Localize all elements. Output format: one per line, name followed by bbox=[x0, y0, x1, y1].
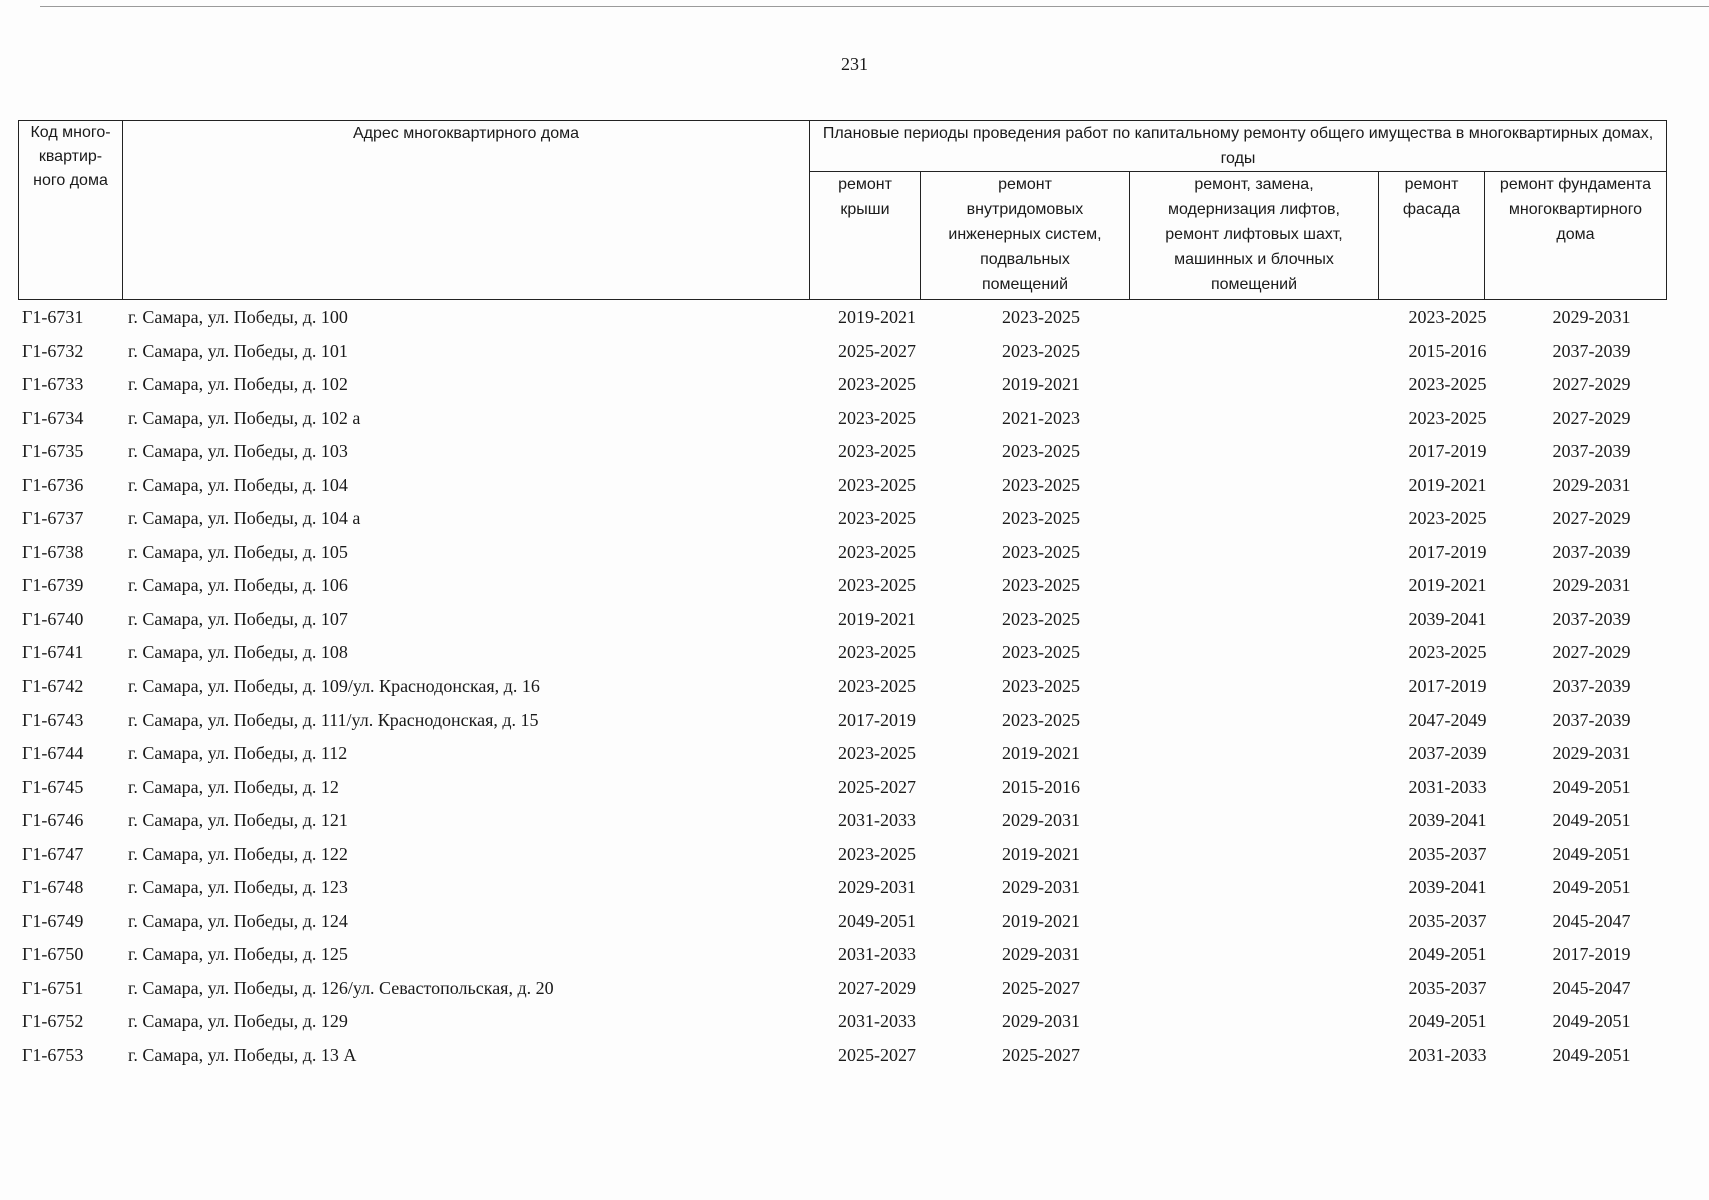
cell-roof: 2023-2025 bbox=[838, 508, 916, 529]
cell-roof: 2019-2021 bbox=[838, 307, 916, 327]
cell-engineering: 2023-2025 bbox=[1002, 608, 1080, 629]
cell-engineering: 2015-2016 bbox=[1002, 776, 1080, 797]
cell-facade: 2035-2037 bbox=[1408, 843, 1487, 864]
cell-engineering: 2023-2025 bbox=[1002, 474, 1080, 495]
cell-foundation: 2029-2031 bbox=[1552, 575, 1631, 596]
cell-roof: 2023-2025 bbox=[838, 374, 916, 395]
cell-address: г. Самара, ул. Победы, д. 13 А bbox=[128, 1045, 357, 1066]
cell-facade: 2023-2025 bbox=[1408, 374, 1487, 395]
cell-roof: 2029-2031 bbox=[838, 877, 916, 898]
cell-roof: 2049-2051 bbox=[838, 910, 916, 931]
cell-facade: 2015-2016 bbox=[1408, 340, 1487, 361]
cell-facade: 2049-2051 bbox=[1408, 944, 1487, 965]
cell-engineering: 2023-2025 bbox=[1002, 508, 1080, 529]
header-address: Адрес многоквартирного дома bbox=[123, 121, 810, 300]
cell-engineering: 2023-2025 bbox=[1002, 340, 1080, 361]
header-code: Код много- квартир- ного дома bbox=[19, 121, 123, 300]
cell-roof: 2023-2025 bbox=[838, 642, 916, 663]
cell-foundation: 2049-2051 bbox=[1552, 810, 1631, 831]
cell-code: Г1-6732 bbox=[22, 340, 84, 361]
cell-code: Г1-6750 bbox=[22, 944, 84, 965]
cell-facade: 2035-2037 bbox=[1408, 910, 1487, 931]
cell-code: Г1-6739 bbox=[22, 575, 84, 596]
cell-code: Г1-6735 bbox=[22, 441, 84, 462]
cell-address: г. Самара, ул. Победы, д. 102 а bbox=[128, 407, 361, 428]
cell-roof: 2031-2033 bbox=[838, 1011, 916, 1032]
cell-facade: 2031-2033 bbox=[1408, 776, 1487, 797]
cell-foundation: 2037-2039 bbox=[1552, 541, 1631, 562]
cell-engineering: 2025-2027 bbox=[1002, 1045, 1080, 1066]
cell-facade: 2017-2019 bbox=[1408, 441, 1487, 462]
cell-foundation: 2049-2051 bbox=[1552, 1011, 1631, 1032]
cell-address: г. Самара, ул. Победы, д. 111/ул. Краснодонская, д. 15 bbox=[128, 709, 539, 730]
cell-address: г. Самара, ул. Победы, д. 124 bbox=[128, 910, 348, 931]
cell-foundation: 2049-2051 bbox=[1552, 776, 1631, 797]
cell-code: Г1-6731 bbox=[22, 307, 84, 327]
cell-code: Г1-6752 bbox=[22, 1011, 84, 1032]
cell-roof: 2023-2025 bbox=[838, 541, 916, 562]
cell-code: Г1-6746 bbox=[22, 810, 84, 831]
cell-foundation: 2027-2029 bbox=[1552, 407, 1631, 428]
cell-engineering: 2029-2031 bbox=[1002, 1011, 1080, 1032]
cell-roof: 2023-2025 bbox=[838, 843, 916, 864]
cell-code: Г1-6747 bbox=[22, 843, 84, 864]
cell-foundation: 2017-2019 bbox=[1552, 944, 1631, 965]
header-lifts: ремонт, замена, модернизация лифтов, ремонт лифтовых шахт, машинных и блочных помещений bbox=[1130, 172, 1379, 300]
cell-engineering: 2023-2025 bbox=[1002, 676, 1080, 697]
header-engineering: ремонт внутридомовых инженерных систем, подвальных помещений bbox=[921, 172, 1130, 300]
cell-code: Г1-6753 bbox=[22, 1045, 84, 1066]
cell-code: Г1-6733 bbox=[22, 374, 84, 395]
cell-roof: 2025-2027 bbox=[838, 776, 916, 797]
cell-roof: 2025-2027 bbox=[838, 1045, 916, 1066]
cell-address: г. Самара, ул. Победы, д. 109/ул. Краснодонская, д. 16 bbox=[128, 676, 540, 697]
cell-address: г. Самара, ул. Победы, д. 129 bbox=[128, 1011, 348, 1032]
cell-code: Г1-6741 bbox=[22, 642, 84, 663]
cell-address: г. Самара, ул. Победы, д. 107 bbox=[128, 608, 348, 629]
cell-code: Г1-6736 bbox=[22, 474, 84, 495]
cell-address: г. Самара, ул. Победы, д. 112 bbox=[128, 743, 348, 764]
cell-foundation: 2049-2051 bbox=[1552, 877, 1631, 898]
cell-engineering: 2019-2021 bbox=[1002, 843, 1080, 864]
cell-address: г. Самара, ул. Победы, д. 104 bbox=[128, 474, 348, 495]
cell-foundation: 2029-2031 bbox=[1552, 307, 1631, 327]
cell-code: Г1-6748 bbox=[22, 877, 84, 898]
cell-roof: 2023-2025 bbox=[838, 575, 916, 596]
cell-code: Г1-6742 bbox=[22, 676, 84, 697]
cell-address: г. Самара, ул. Победы, д. 121 bbox=[128, 810, 348, 831]
cell-foundation: 2027-2029 bbox=[1552, 642, 1631, 663]
cell-facade: 2035-2037 bbox=[1408, 977, 1487, 998]
cell-foundation: 2037-2039 bbox=[1552, 676, 1631, 697]
cell-facade: 2019-2021 bbox=[1408, 575, 1487, 596]
cell-foundation: 2029-2031 bbox=[1552, 474, 1631, 495]
cell-foundation: 2027-2029 bbox=[1552, 508, 1631, 529]
cell-address: г. Самара, ул. Победы, д. 106 bbox=[128, 575, 348, 596]
cell-engineering: 2029-2031 bbox=[1002, 810, 1080, 831]
cell-engineering: 2023-2025 bbox=[1002, 575, 1080, 596]
cell-roof: 2031-2033 bbox=[838, 810, 916, 831]
cell-address: г. Самара, ул. Победы, д. 123 bbox=[128, 877, 348, 898]
cell-engineering: 2029-2031 bbox=[1002, 877, 1080, 898]
cell-address: г. Самара, ул. Победы, д. 104 а bbox=[128, 508, 361, 529]
cell-facade: 2039-2041 bbox=[1408, 877, 1487, 898]
cell-roof: 2027-2029 bbox=[838, 977, 916, 998]
cell-roof: 2023-2025 bbox=[838, 407, 916, 428]
cell-foundation: 2029-2031 bbox=[1552, 743, 1631, 764]
cell-foundation: 2037-2039 bbox=[1552, 709, 1631, 730]
header-periods: Плановые периоды проведения работ по капитальному ремонту общего имущества в многоквартирных домах, годы bbox=[810, 121, 1667, 172]
cell-foundation: 2045-2047 bbox=[1552, 977, 1631, 998]
cell-address: г. Самара, ул. Победы, д. 108 bbox=[128, 642, 348, 663]
cell-engineering: 2023-2025 bbox=[1002, 709, 1080, 730]
cell-foundation: 2045-2047 bbox=[1552, 910, 1631, 931]
cell-foundation: 2049-2051 bbox=[1552, 1045, 1631, 1066]
cell-engineering: 2023-2025 bbox=[1002, 307, 1080, 327]
cell-code: Г1-6744 bbox=[22, 743, 84, 764]
cell-facade: 2019-2021 bbox=[1408, 474, 1487, 495]
cell-address: г. Самара, ул. Победы, д. 122 bbox=[128, 843, 348, 864]
cell-address: г. Самара, ул. Победы, д. 12 bbox=[128, 776, 339, 797]
cell-roof: 2031-2033 bbox=[838, 944, 916, 965]
cell-roof: 2017-2019 bbox=[838, 709, 916, 730]
header-facade: ремонт фасада bbox=[1379, 172, 1485, 300]
cell-foundation: 2049-2051 bbox=[1552, 843, 1631, 864]
table-header bbox=[18, 120, 1667, 300]
cell-roof: 2023-2025 bbox=[838, 474, 916, 495]
cell-facade: 2031-2033 bbox=[1408, 1045, 1487, 1066]
cell-facade: 2037-2039 bbox=[1408, 743, 1487, 764]
cell-code: Г1-6749 bbox=[22, 910, 84, 931]
cell-engineering: 2029-2031 bbox=[1002, 944, 1080, 965]
cell-facade: 2039-2041 bbox=[1408, 608, 1487, 629]
cell-engineering: 2019-2021 bbox=[1002, 743, 1080, 764]
cell-facade: 2023-2025 bbox=[1408, 407, 1487, 428]
cell-facade: 2047-2049 bbox=[1408, 709, 1487, 730]
cell-foundation: 2037-2039 bbox=[1552, 441, 1631, 462]
cell-code: Г1-6734 bbox=[22, 407, 84, 428]
cell-address: г. Самара, ул. Победы, д. 105 bbox=[128, 541, 348, 562]
cell-facade: 2017-2019 bbox=[1408, 541, 1487, 562]
cell-facade: 2039-2041 bbox=[1408, 810, 1487, 831]
cell-code: Г1-6743 bbox=[22, 709, 84, 730]
cell-address: г. Самара, ул. Победы, д. 125 bbox=[128, 944, 348, 965]
cell-engineering: 2023-2025 bbox=[1002, 441, 1080, 462]
cell-code: Г1-6738 bbox=[22, 541, 84, 562]
cell-facade: 2049-2051 bbox=[1408, 1011, 1487, 1032]
cell-roof: 2025-2027 bbox=[838, 340, 916, 361]
cell-foundation: 2037-2039 bbox=[1552, 340, 1631, 361]
cell-facade: 2023-2025 bbox=[1408, 307, 1487, 327]
header-roof: ремонт крыши bbox=[810, 172, 921, 300]
page-number: 231 bbox=[841, 54, 868, 74]
cell-facade: 2017-2019 bbox=[1408, 676, 1487, 697]
cell-code: Г1-6740 bbox=[22, 608, 84, 629]
cell-roof: 2019-2021 bbox=[838, 608, 916, 629]
scan-top-border bbox=[40, 6, 1709, 7]
cell-address: г. Самара, ул. Победы, д. 103 bbox=[128, 441, 348, 462]
cell-address: г. Самара, ул. Победы, д. 102 bbox=[128, 374, 348, 395]
cell-address: г. Самара, ул. Победы, д. 126/ул. Севастопольская, д. 20 bbox=[128, 977, 554, 998]
cell-engineering: 2019-2021 bbox=[1002, 374, 1080, 395]
cell-engineering: 2023-2025 bbox=[1002, 541, 1080, 562]
cell-roof: 2023-2025 bbox=[838, 743, 916, 764]
cell-foundation: 2037-2039 bbox=[1552, 608, 1631, 629]
cell-engineering: 2023-2025 bbox=[1002, 642, 1080, 663]
cell-code: Г1-6745 bbox=[22, 776, 84, 797]
cell-engineering: 2025-2027 bbox=[1002, 977, 1080, 998]
header-foundation: ремонт фундамента многоквартирного дома bbox=[1485, 172, 1667, 300]
cell-facade: 2023-2025 bbox=[1408, 508, 1487, 529]
cell-address: г. Самара, ул. Победы, д. 100 bbox=[128, 307, 348, 327]
cell-foundation: 2027-2029 bbox=[1552, 374, 1631, 395]
cell-engineering: 2019-2021 bbox=[1002, 910, 1080, 931]
cell-address: г. Самара, ул. Победы, д. 101 bbox=[128, 340, 348, 361]
cell-code: Г1-6737 bbox=[22, 508, 84, 529]
cell-roof: 2023-2025 bbox=[838, 441, 916, 462]
cell-code: Г1-6751 bbox=[22, 977, 84, 998]
cell-engineering: 2021-2023 bbox=[1002, 407, 1080, 428]
cell-facade: 2023-2025 bbox=[1408, 642, 1487, 663]
cell-roof: 2023-2025 bbox=[838, 676, 916, 697]
